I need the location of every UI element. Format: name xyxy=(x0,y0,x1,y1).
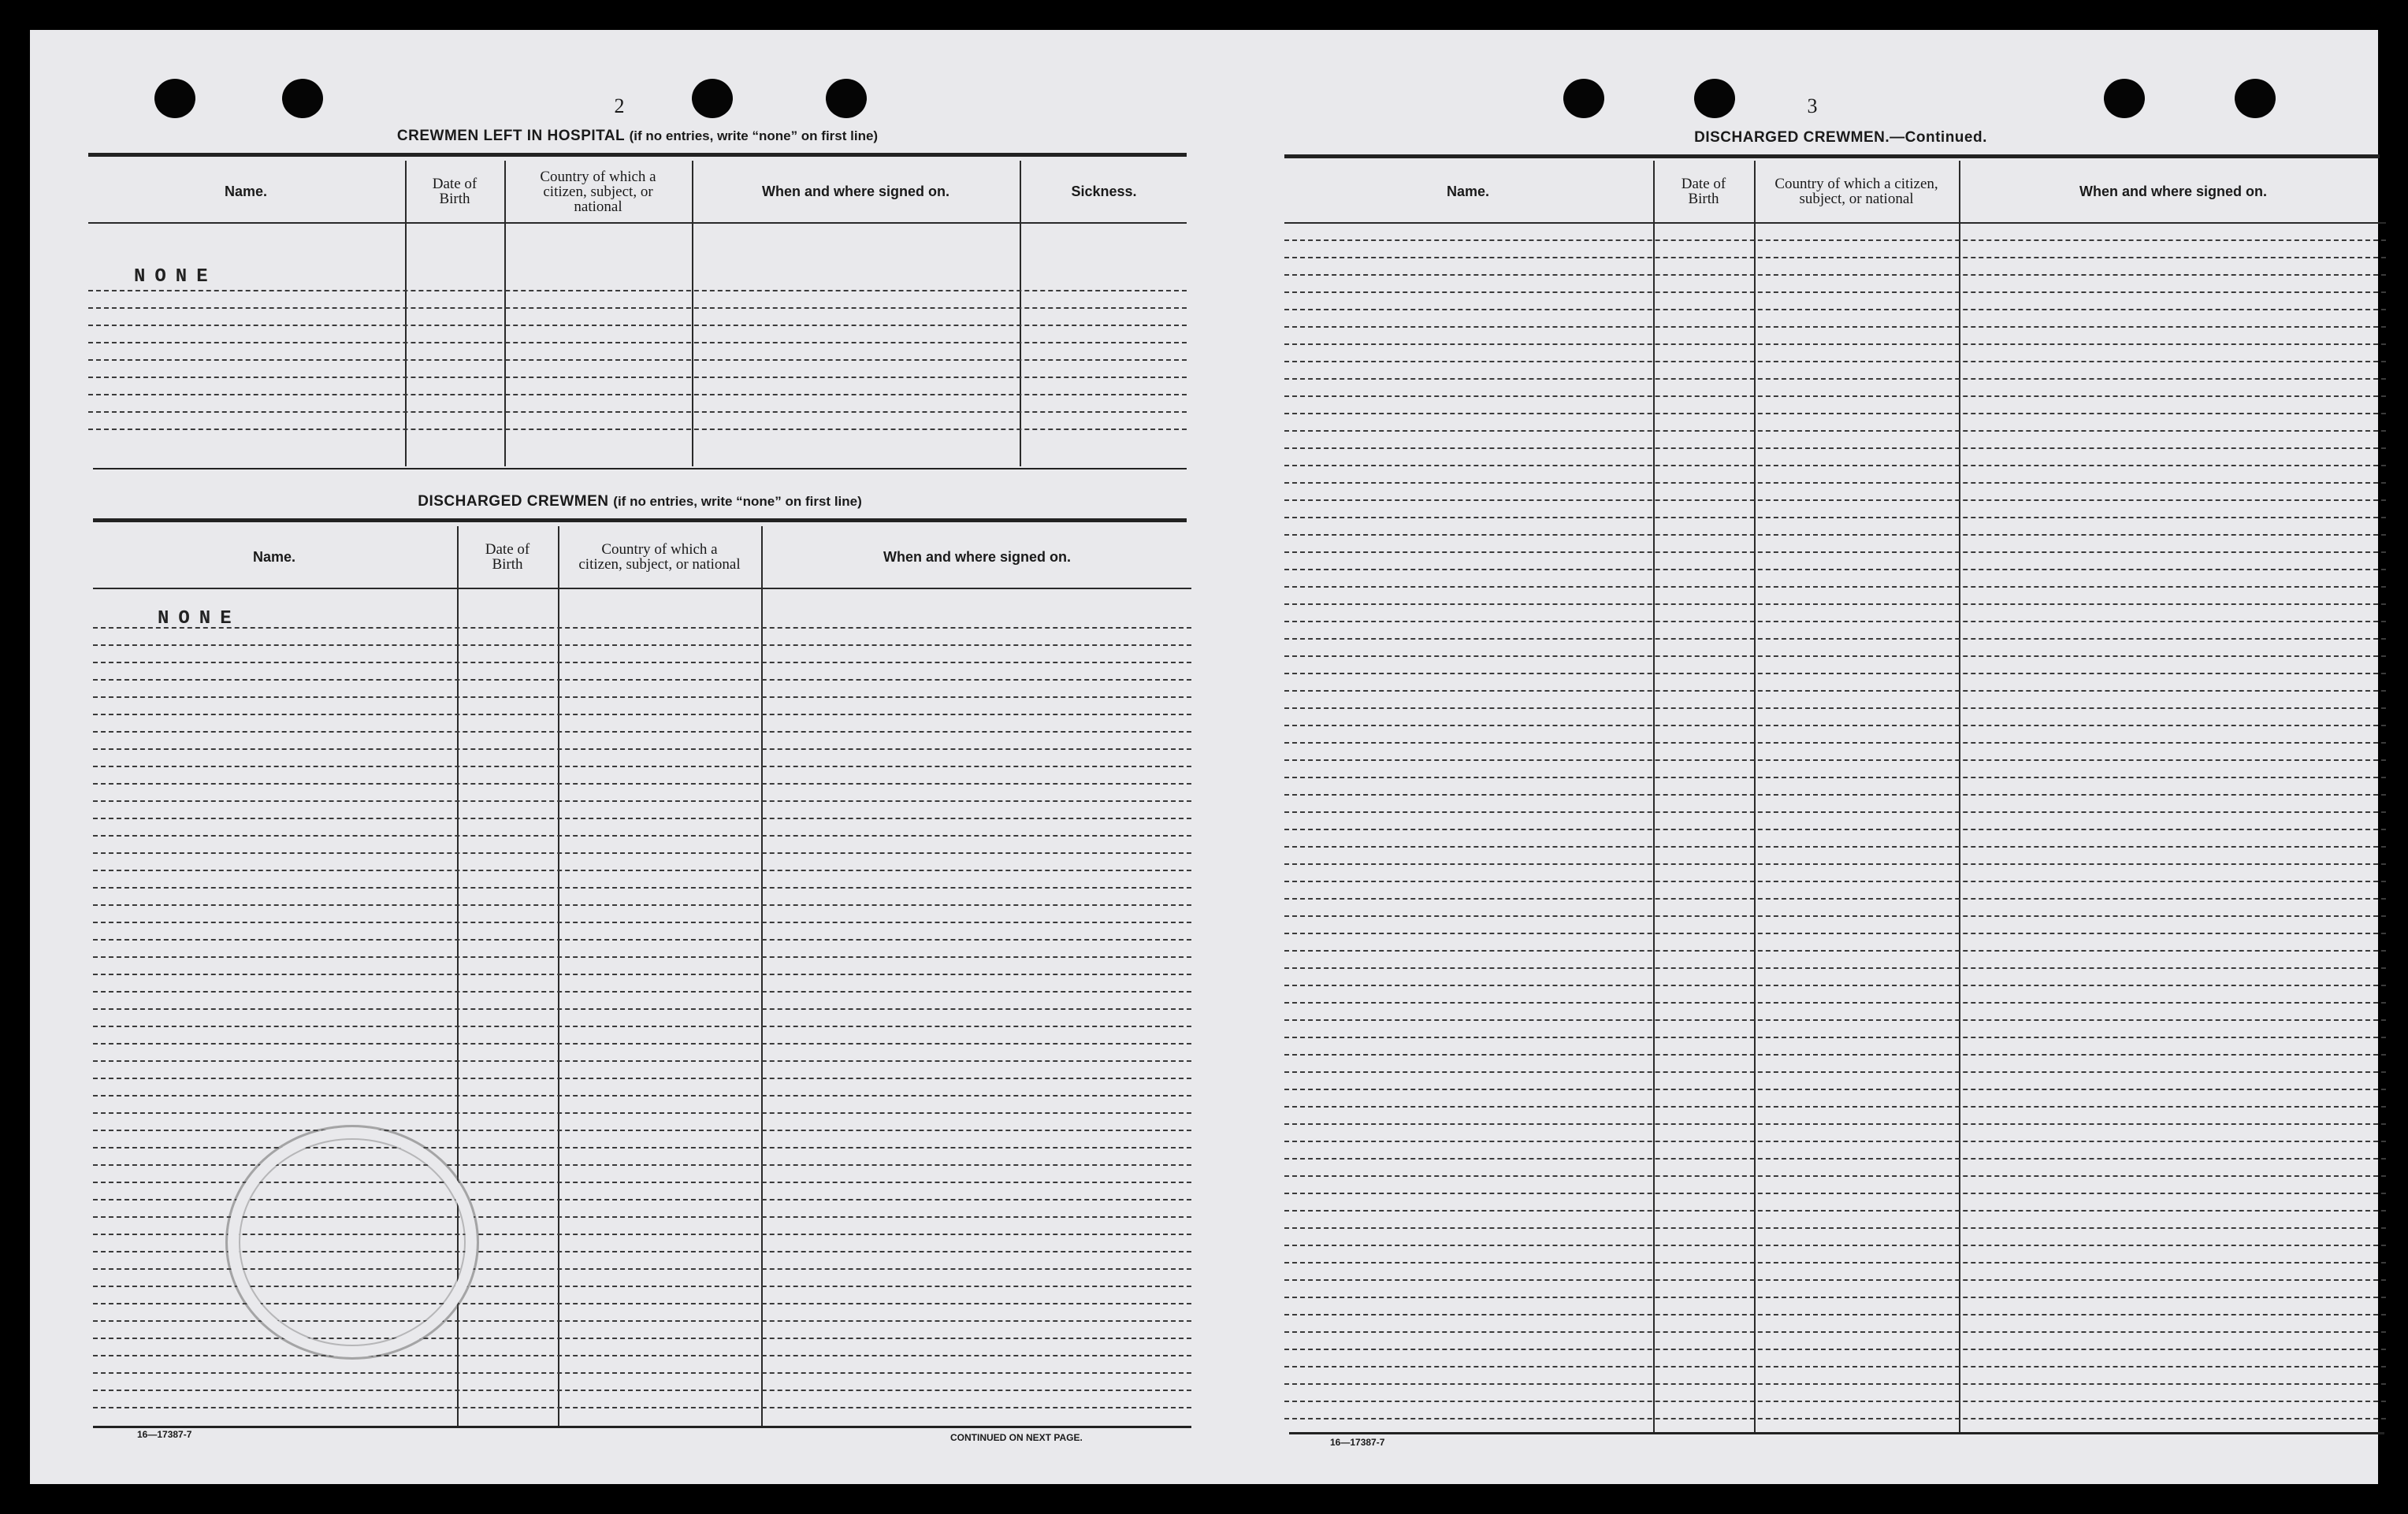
hospital-col-divider xyxy=(692,161,693,466)
ruled-line xyxy=(1284,1019,2386,1021)
discharged-bottom-rule xyxy=(93,1426,1191,1428)
punch-hole xyxy=(1694,79,1735,118)
ruled-line xyxy=(93,991,1191,993)
ruled-line xyxy=(93,1008,1191,1010)
ruled-line xyxy=(1284,1106,2386,1108)
page-number-left: 2 xyxy=(614,95,625,117)
hospital-col-country: Country of which a citizen, subject, or national xyxy=(540,168,656,215)
ruled-line xyxy=(1284,413,2386,414)
ruled-line xyxy=(1284,846,2386,848)
discharged-col-name: Name. xyxy=(252,548,296,565)
hospital-col-divider xyxy=(504,161,506,466)
ruled-line xyxy=(93,887,1191,889)
punch-hole xyxy=(826,79,867,118)
ruled-line xyxy=(1284,1123,2386,1125)
ruled-line xyxy=(1284,1002,2386,1004)
customs-stamp xyxy=(225,1125,479,1360)
ruled-line xyxy=(1284,569,2386,570)
ruled-line xyxy=(93,835,1191,837)
ruled-line xyxy=(1284,933,2386,934)
ruled-line xyxy=(1284,482,2386,484)
ruled-line xyxy=(93,1355,1191,1356)
ruled-line xyxy=(1284,655,2386,657)
ruled-line xyxy=(1284,1262,2386,1264)
ruled-line xyxy=(1284,777,2386,778)
ruled-line xyxy=(1284,794,2386,796)
ruled-line xyxy=(1284,1418,2386,1419)
discharged-entry-none: NONE xyxy=(158,608,241,629)
ruled-line xyxy=(93,679,1191,681)
ruled-line xyxy=(1284,309,2386,310)
right-col-divider xyxy=(1959,161,1960,1432)
punch-hole xyxy=(692,79,733,118)
ruled-line xyxy=(1284,811,2386,813)
ruled-line xyxy=(93,800,1191,802)
ruled-line xyxy=(1284,1175,2386,1177)
ruled-line xyxy=(1284,898,2386,900)
discharged-top-rule xyxy=(93,518,1187,522)
hospital-table-header xyxy=(88,161,1187,224)
ruled-line xyxy=(93,748,1191,750)
ruled-line xyxy=(93,1095,1191,1097)
ruled-line xyxy=(1284,1401,2386,1402)
ruled-line xyxy=(1284,534,2386,536)
ruled-line xyxy=(1284,725,2386,726)
ruled-line xyxy=(93,818,1191,819)
ruled-line xyxy=(1284,1193,2386,1194)
right-col-signed: When and where signed on. xyxy=(2079,183,2268,199)
ruled-line xyxy=(1284,326,2386,328)
ruled-line xyxy=(1284,239,2386,241)
hospital-col-name: Name. xyxy=(224,183,268,199)
ruled-line xyxy=(1284,1071,2386,1073)
hospital-col-divider xyxy=(405,161,407,466)
right-table-header xyxy=(1284,161,2386,224)
ruled-line xyxy=(88,359,1187,361)
ruled-line xyxy=(93,627,1191,629)
ruled-line xyxy=(93,731,1191,733)
form-number-left: 16—17387-7 xyxy=(137,1429,192,1440)
ruled-line xyxy=(93,904,1191,906)
ruled-line xyxy=(93,1390,1191,1391)
ruled-line xyxy=(1284,863,2386,865)
ruled-line xyxy=(1284,915,2386,917)
punch-hole xyxy=(1563,79,1604,118)
ruled-line xyxy=(1284,1227,2386,1229)
ruled-line xyxy=(1284,1331,2386,1333)
ruled-line xyxy=(1284,1279,2386,1281)
ruled-line xyxy=(1284,829,2386,830)
ruled-line xyxy=(1284,985,2386,986)
discharged-col-signed: When and where signed on. xyxy=(883,548,1072,565)
hospital-title-text: CREWMEN LEFT IN HOSPITAL xyxy=(396,128,625,144)
ruled-line xyxy=(1284,447,2386,449)
punch-hole xyxy=(154,79,195,118)
ruled-line xyxy=(88,394,1187,395)
right-top-rule xyxy=(1284,154,2380,158)
right-col-name: Name. xyxy=(1446,183,1490,199)
hospital-col-sickness: Sickness. xyxy=(1071,183,1137,199)
ruled-line xyxy=(1284,707,2386,709)
right-col-divider xyxy=(1754,161,1756,1432)
ruled-line xyxy=(93,852,1191,854)
ruled-line xyxy=(1284,967,2386,969)
right-col-divider xyxy=(1653,161,1655,1432)
ruled-line xyxy=(1284,343,2386,345)
ruled-line xyxy=(93,870,1191,871)
page-number-right: 3 xyxy=(1807,95,1818,117)
ruled-line xyxy=(1284,1314,2386,1315)
ruled-line xyxy=(1284,673,2386,674)
ruled-line xyxy=(1284,465,2386,466)
ruled-line xyxy=(93,1338,1191,1339)
ruled-line xyxy=(1284,274,2386,276)
hospital-title-note: (if no entries, write “none” on first line) xyxy=(629,128,879,143)
ruled-line xyxy=(1284,430,2386,432)
ruled-line xyxy=(1284,950,2386,952)
hospital-col-signed: When and where signed on. xyxy=(761,183,950,199)
ruled-line xyxy=(88,342,1187,343)
ruled-line xyxy=(1284,1349,2386,1350)
ruled-line xyxy=(88,377,1187,378)
hospital-col-dob: Date of Birth xyxy=(432,176,478,207)
ruled-line xyxy=(1284,499,2386,501)
ruled-line xyxy=(93,714,1191,715)
hospital-top-rule xyxy=(88,153,1187,157)
ruled-line xyxy=(1284,638,2386,640)
ruled-line xyxy=(1284,690,2386,692)
ruled-line xyxy=(1284,517,2386,518)
ruled-line xyxy=(88,307,1187,309)
ruled-line xyxy=(93,644,1191,646)
discharged-continued-table xyxy=(1284,161,2386,1438)
customs-stamp-text xyxy=(310,1102,395,1336)
punch-hole xyxy=(2104,79,2145,118)
ruled-line xyxy=(93,974,1191,975)
ruled-line xyxy=(88,429,1187,430)
ruled-line xyxy=(1284,1141,2386,1142)
ruled-line xyxy=(1284,361,2386,362)
right-col-country: Country of which a citizen, subject, or national xyxy=(1774,176,1938,207)
ruled-line xyxy=(93,1060,1191,1062)
ruled-line xyxy=(93,662,1191,663)
discharged-title-note: (if no entries, write “none” on first line) xyxy=(613,494,862,509)
hospital-section-title xyxy=(88,128,1187,145)
ruled-line xyxy=(93,1407,1191,1408)
hospital-table xyxy=(88,161,1187,473)
discharged-title-text: DISCHARGED CREWMEN xyxy=(418,493,609,510)
ruled-line xyxy=(1284,742,2386,744)
document-sheet xyxy=(30,30,2378,1484)
ruled-line xyxy=(93,956,1191,958)
ruled-line xyxy=(93,1147,1191,1148)
ruled-line xyxy=(1284,1297,2386,1298)
ruled-line xyxy=(93,766,1191,767)
ruled-line xyxy=(93,1130,1191,1131)
ruled-line xyxy=(1284,1158,2386,1160)
ruled-line xyxy=(1284,1245,2386,1246)
ruled-line xyxy=(1284,1089,2386,1090)
ruled-line xyxy=(93,922,1191,923)
ruled-line xyxy=(1284,1383,2386,1385)
ruled-line xyxy=(93,1026,1191,1027)
ruled-line xyxy=(1284,378,2386,380)
discharged-col-dob: Date of Birth xyxy=(485,541,530,573)
form-number-right: 16—17387-7 xyxy=(1330,1437,1385,1448)
ruled-line xyxy=(88,290,1187,291)
ruled-line xyxy=(93,939,1191,941)
right-col-dob: Date of Birth xyxy=(1681,176,1726,207)
ruled-line xyxy=(93,1078,1191,1079)
discharged-section-title xyxy=(93,493,1187,510)
hospital-entry-none: NONE xyxy=(134,266,217,288)
discharged-table-header xyxy=(93,526,1191,589)
hospital-col-divider xyxy=(1020,161,1021,466)
ruled-line xyxy=(1284,257,2386,258)
ruled-line xyxy=(93,783,1191,785)
discharged-continued-title: DISCHARGED CREWMEN.—Continued. xyxy=(1694,129,1987,146)
ruled-line xyxy=(93,1043,1191,1045)
ruled-line xyxy=(88,411,1187,413)
ruled-line xyxy=(93,696,1191,698)
ruled-line xyxy=(1284,1210,2386,1212)
ruled-line xyxy=(1284,1037,2386,1038)
ruled-line xyxy=(93,1112,1191,1114)
right-bottom-rule xyxy=(1289,1432,2384,1434)
ruled-line xyxy=(1284,881,2386,882)
ruled-line xyxy=(1284,1054,2386,1056)
ruled-line xyxy=(88,325,1187,326)
ruled-line xyxy=(93,1372,1191,1374)
ruled-line xyxy=(1284,1366,2386,1367)
ruled-line xyxy=(1284,621,2386,622)
ruled-line xyxy=(1284,291,2386,293)
hospital-bottom-rule xyxy=(93,468,1187,469)
punch-hole xyxy=(282,79,323,118)
ruled-line xyxy=(1284,586,2386,588)
punch-hole xyxy=(2235,79,2276,118)
discharged-col-country: Country of which a citizen, subject, or national xyxy=(578,541,741,573)
ruled-line xyxy=(1284,395,2386,397)
ruled-line xyxy=(1284,551,2386,553)
ruled-line xyxy=(1284,759,2386,761)
continued-note: CONTINUED ON NEXT PAGE. xyxy=(950,1432,1083,1443)
ruled-line xyxy=(1284,603,2386,605)
